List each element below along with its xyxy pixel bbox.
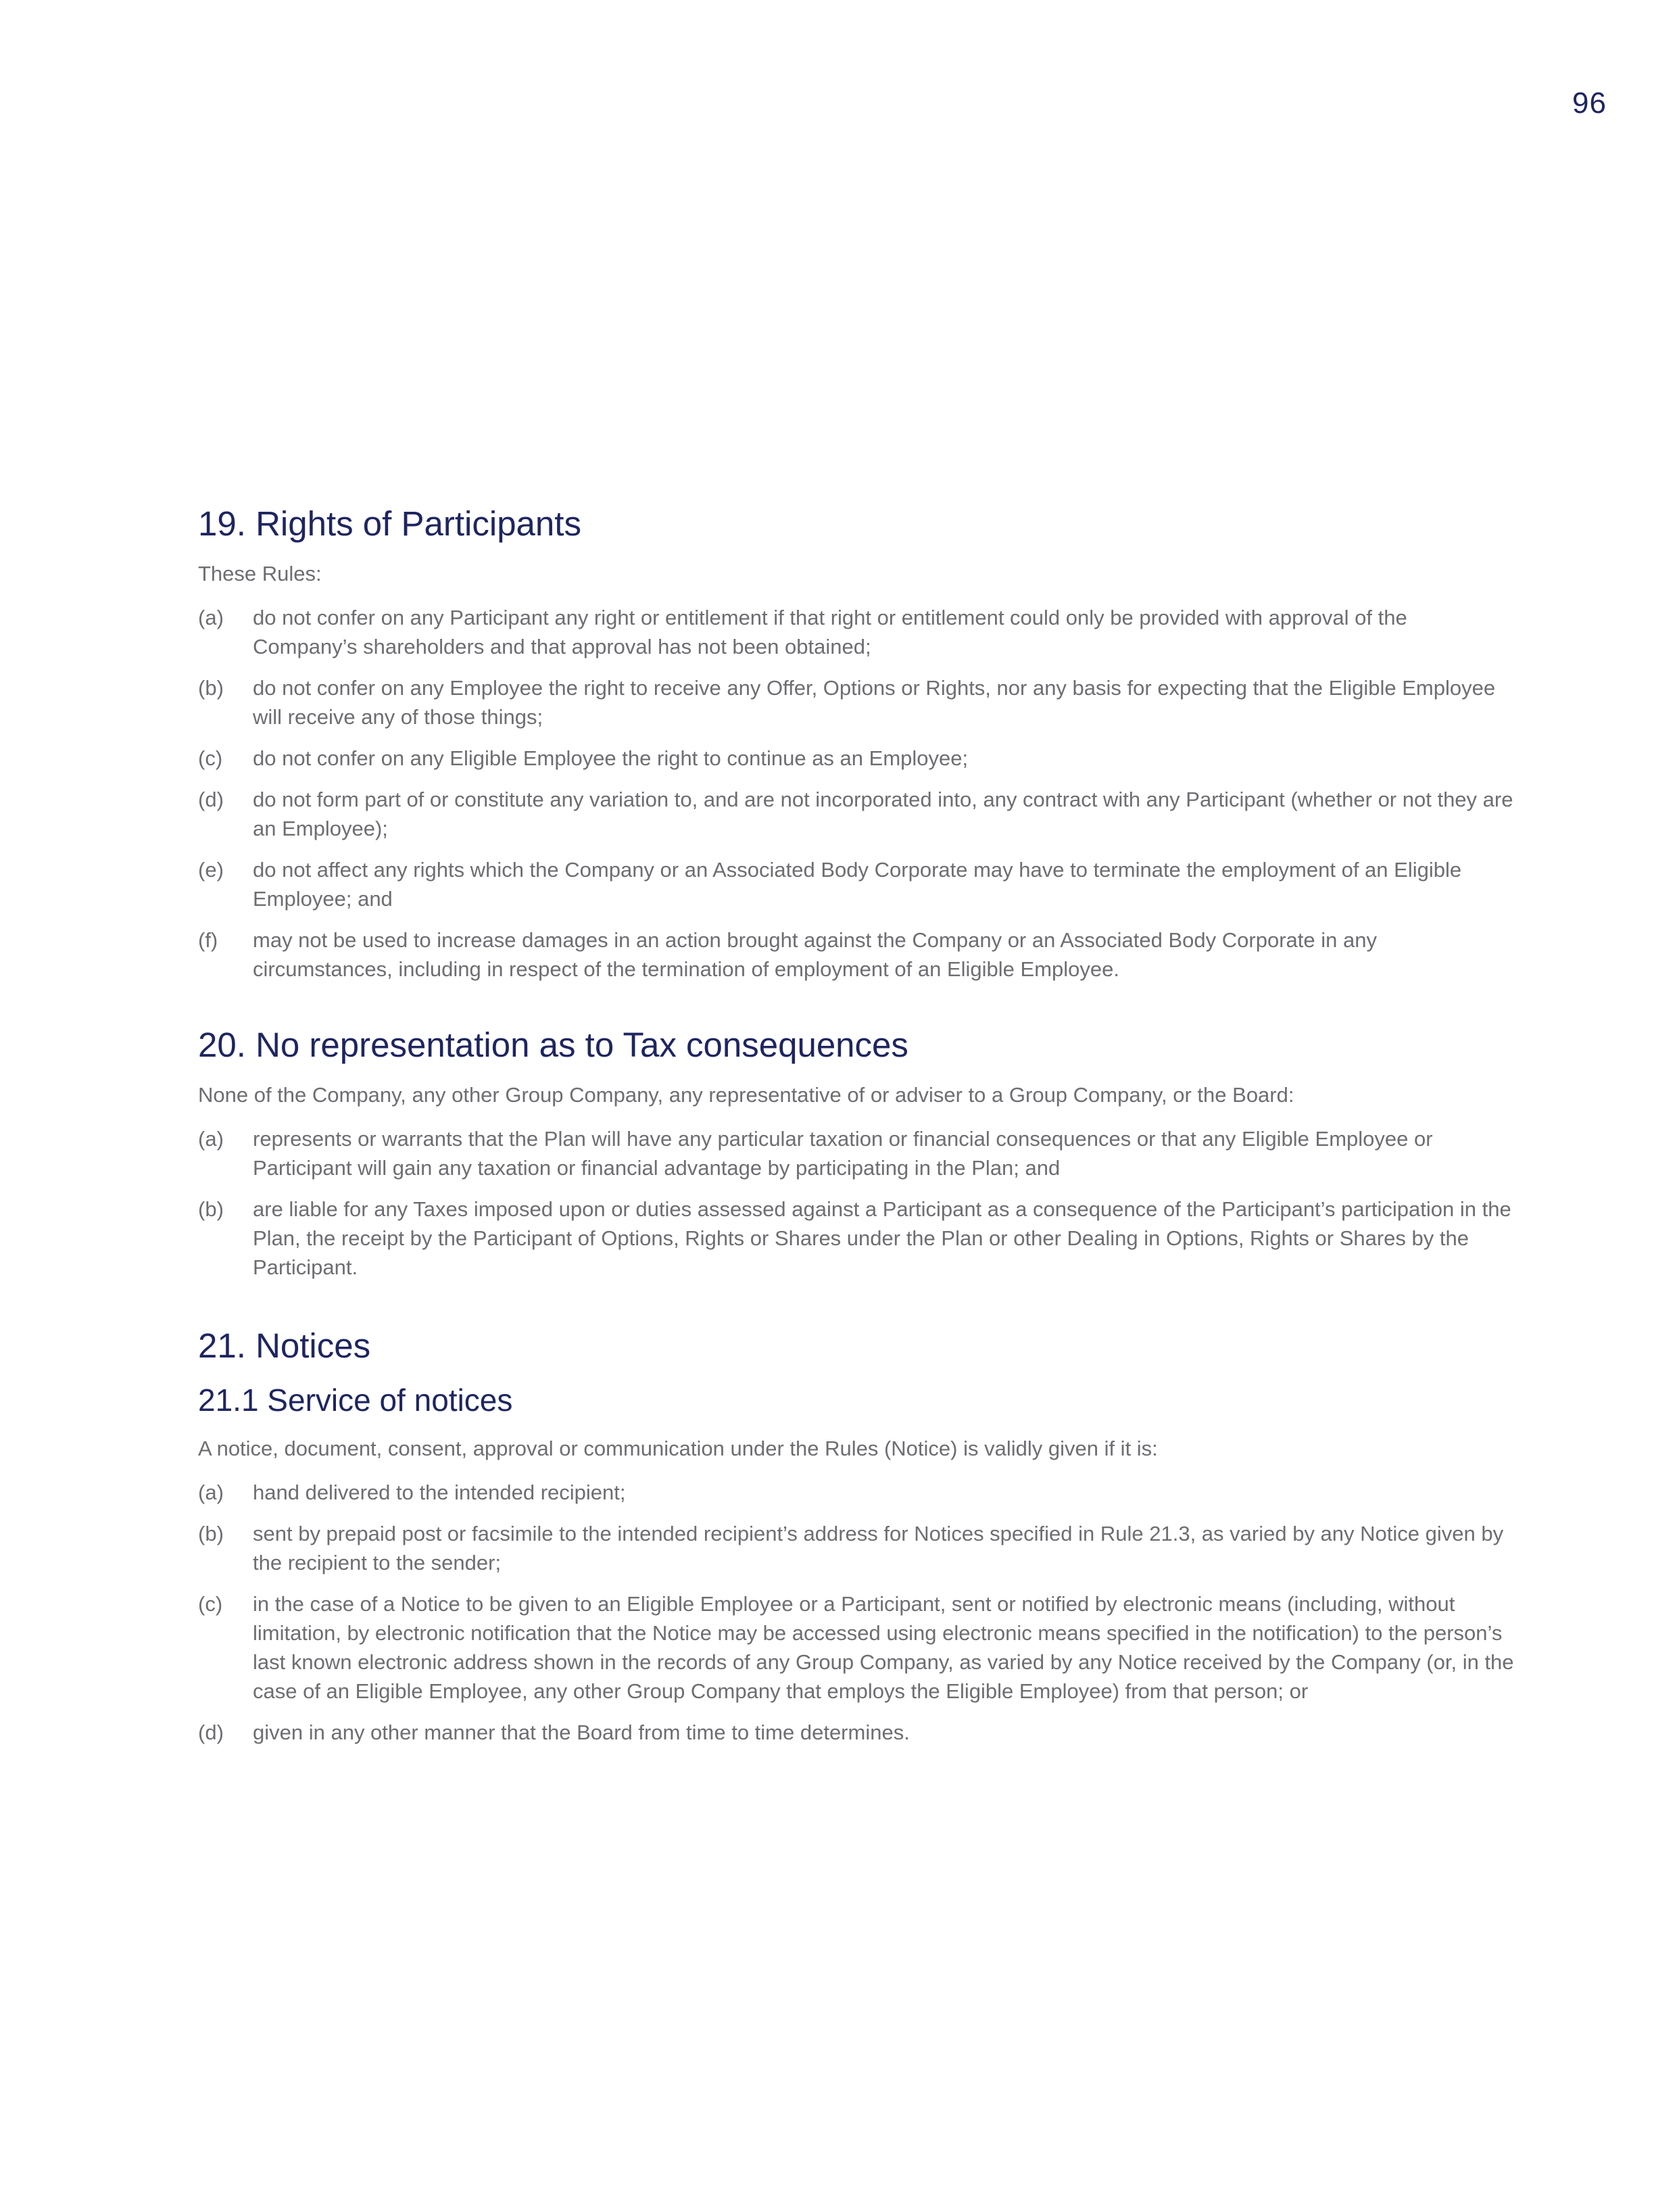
clause-text: do not affect any rights which the Company or an Associated Body Corporate may have to terminate the employment of an Eligible Employee; and	[253, 858, 1462, 911]
clause-item	[198, 744, 1516, 773]
clause-list	[198, 1478, 1516, 1747]
clause-text: do not confer on any Eligible Employee the right to continue as an Employee;	[253, 746, 969, 771]
clause-marker: (a)	[198, 1127, 224, 1151]
clause-text: may not be used to increase damages in an action brought against the Company or an Associated Body Corporate in any circumstances, including in respect of the termination of employment of an Eligible Employee.	[253, 928, 1377, 982]
clause-list	[198, 603, 1516, 984]
section-intro: None of the Company, any other Group Company, any representative of or adviser to a Group Company, or the Board:	[198, 1083, 1294, 1107]
clause-item	[198, 1124, 1516, 1182]
section-heading: 19. Rights of Participants	[198, 504, 581, 543]
document-body	[198, 503, 1516, 1759]
clause-marker: (a)	[198, 1480, 224, 1504]
clause-item	[198, 1718, 1516, 1747]
clause-marker: (b)	[198, 1197, 224, 1222]
clause-text: in the case of a Notice to be given to an Eligible Employee or a Participant, sent or notified by electronic means (including, without limitation, by electronic notification that the Notice may be accessed using electronic means specified in the notification) to the person’s last known electronic address shown in the records of any Group Company, as varied by any Notice received by the Company (or, in the case of an Eligible Employee, any other Group Company that employs the Eligible Employee) from that person; or	[253, 1591, 1514, 1703]
clause-marker: (b)	[198, 676, 224, 700]
clause-item	[198, 1195, 1516, 1282]
clause-text: do not confer on any Employee the right to receive any Offer, Options or Rights, nor any basis for expecting that the Eligible Employee will receive any of those things;	[253, 676, 1496, 729]
section-no-representation-tax	[198, 1024, 1516, 1282]
clause-text: do not form part of or constitute any variation to, and are not incorporated into, any contract with any Participant (whether or not they are an Employee);	[253, 788, 1513, 841]
clause-marker: (a)	[198, 606, 224, 630]
clause-marker: (b)	[198, 1521, 224, 1545]
section-rights-of-participants	[198, 503, 1516, 984]
clause-item	[198, 785, 1516, 843]
clause-text: do not confer on any Participant any right or entitlement if that right or entitlement could only be provided with approval of the Company’s shareholders and that approval has not been obtained;	[253, 606, 1407, 659]
clause-text: represents or warrants that the Plan will have any particular taxation or financial consequences or that any Eligible Employee or Participant will gain any taxation or financial advantage by participating in the Plan; and	[253, 1127, 1433, 1180]
clause-text: given in any other manner that the Board from time to time determines.	[253, 1720, 910, 1744]
clause-list	[198, 1124, 1516, 1282]
clause-item	[198, 1478, 1516, 1507]
clause-item	[198, 925, 1516, 984]
clause-item	[198, 855, 1516, 913]
clause-marker: (f)	[198, 928, 218, 953]
clause-text: hand delivered to the intended recipient;	[253, 1480, 626, 1504]
subsection-heading: 21.1 Service of notices	[198, 1382, 513, 1418]
clause-text: sent by prepaid post or facsimile to the intended recipient’s address for Notices specified in Rule 21.3, as varied by any Notice given by the recipient to the sender;	[253, 1521, 1504, 1574]
section-intro: These Rules:	[198, 562, 322, 586]
clause-item	[198, 1589, 1516, 1706]
clause-marker: (e)	[198, 858, 224, 882]
section-heading: 20. No representation as to Tax consequences	[198, 1026, 908, 1065]
clause-text: are liable for any Taxes imposed upon or duties assessed against a Participant as a consequence of the Participant’s participation in the Plan, the receipt by the Participant of Options, Rights or Shares under the Plan or other Dealing in Options, Rights or Shares by the Participant.	[253, 1197, 1511, 1280]
clause-marker: (d)	[198, 1720, 224, 1744]
section-heading: 21. Notices	[198, 1326, 371, 1366]
section-notices	[198, 1325, 1516, 1746]
section-intro: A notice, document, consent, approval or communication under the Rules (Notice) is validly given if it is:	[198, 1436, 1158, 1460]
clause-item	[198, 1519, 1516, 1577]
clause-item	[198, 603, 1516, 661]
clause-marker: (c)	[198, 746, 223, 771]
clause-item	[198, 673, 1516, 731]
page-number: 96	[1572, 87, 1607, 120]
clause-marker: (c)	[198, 1591, 223, 1616]
clause-marker: (d)	[198, 788, 224, 812]
